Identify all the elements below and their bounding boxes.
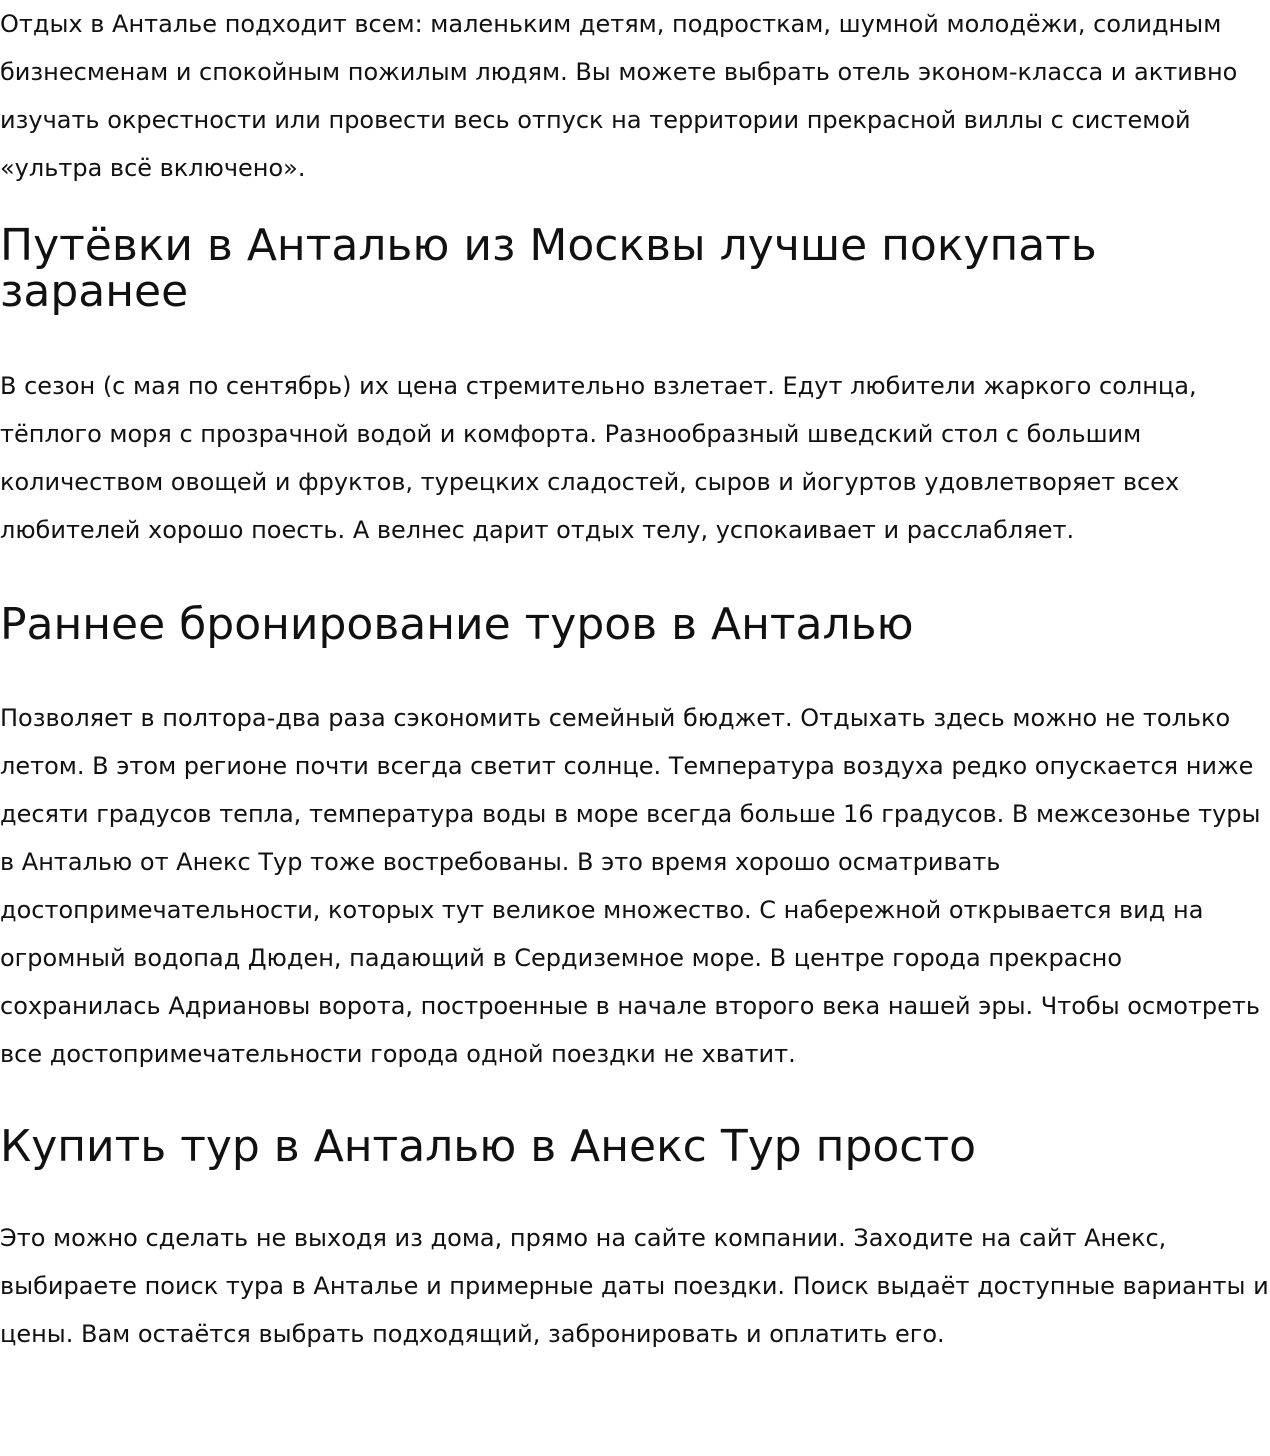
section-paragraph-buy-tour: Это можно сделать не выходя из дома, прямо на сайте компании. Заходите на сайт Анекс, выбираете поиск тура в Анталье и примерные даты поездки. Поиск выдаёт доступные варианты и цены. Вам остаётся выбрать подходящий, забронировать и оплатить его.: [0, 1224, 1269, 1348]
section-heading-buy-tour: Купить тур в Анталью в Анекс Тур просто: [0, 1121, 977, 1172]
section-heading-early-booking: Раннее бронирование туров в Анталью: [0, 599, 914, 650]
section-heading-early-purchase: Путёвки в Анталью из Москвы лучше покупать заранее: [0, 220, 1097, 317]
section-paragraph-early-purchase: В сезон (с мая по сентябрь) их цена стремительно взлетает. Едут любители жаркого солнца, тёплого моря с прозрачной водой и комфорта. Разнообразный шведский стол с большим количеством овощей и фруктов, турецких сладостей, сыров и йогуртов удовлетворяет всех любителей хорошо поесть. А велнес дарит отдых телу, успокаивает и расслабляет.: [0, 372, 1197, 544]
section-paragraph-early-booking: Позволяет в полтора-два раза сэкономить семейный бюджет. Отдыхать здесь можно не только летом. В этом регионе почти всегда светит солнце. Температура воздуха редко опускается ниже десяти градусов тепла, температура воды в море всегда больше 16 градусов. В межсезонье туры в Анталью от Анекс Тур тоже востребованы. В это время хорошо осматривать достопримечательности, которых тут великое множество. С набережной открывается вид на огромный водопад Дюден, падающий в Сердиземное море. В центре города прекрасно сохранилась Адриановы ворота, построенные в начале второго века нашей эры. Чтобы осмотреть все достопримечательности города одной поездки не хватит.: [0, 704, 1261, 1068]
intro-paragraph: Отдых в Анталье подходит всем: маленьким детям, подросткам, шумной молодёжи, солидным бизнесменам и спокойным пожилым людям. Вы можете выбрать отель эконом-класса и активно изучать окрестности или провести весь отпуск на территории прекрасной виллы с системой «ультра всё включено».: [0, 10, 1238, 182]
